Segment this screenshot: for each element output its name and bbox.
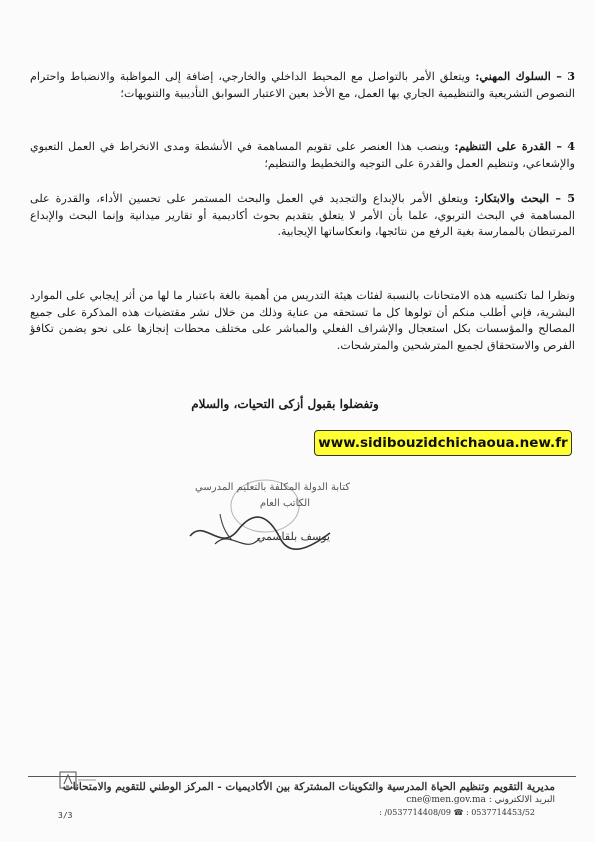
footer-phone-fax: 0537714453/52 : ☎ 0537714408/09/ : bbox=[379, 808, 535, 817]
section-3-text: ويتعلق الأمر بالتواصل مع المحيط الداخلي والخارجي، إضافة إلى المواظبة والانضباط واحترام النصوص التشريعية والتنظيمية الجاري بها العمل، مع الأخذ بعين الاعتبار السوابق التأديبية والتنويهات؛ bbox=[30, 70, 575, 100]
section-professional-conduct bbox=[30, 68, 575, 102]
website-watermark-link[interactable]: www.sidibouzidchichaoua.new.fr bbox=[314, 430, 572, 456]
closing-salutation: وتفضلوا بقبول أزكى التحيات، والسلام bbox=[191, 397, 379, 411]
section-research-innovation bbox=[30, 190, 575, 241]
section-4-heading: 4 – القدرة على التنظيم: bbox=[454, 139, 576, 153]
signature-block bbox=[160, 478, 350, 568]
signature-office: كتابة الدولة المكلفة بالتعليم المدرسي bbox=[195, 482, 350, 493]
footer-divider bbox=[28, 776, 576, 777]
section-organization-ability bbox=[30, 138, 575, 172]
section-5-text: ويتعلق الأمر بالإبداع والتجديد في العمل والبحث المستمر على تحسين الأداء، والقدرة على المساهمة في البحث التربوي، علما بأن الأمر لا يتعلق بتقديم بحوث أكاديمية أو تقارير ميدانية وإنما البحث والإبداع المرتبطان بالممارسة بغية الرفع من نتائجها، وانعكاساتها الإيجابية. bbox=[30, 192, 575, 238]
page-number: 3/3 bbox=[58, 811, 73, 820]
section-4-text: وينصب هذا العنصر على تقويم المساهمة في الأنشطة ومدى الانخراط في العمل التعبوي والإشعاعي، وتنظيم العمل والقدرة على التوجيه والتخطيط والتنظيم؛ bbox=[30, 140, 575, 170]
section-3-heading: 3 – السلوك المهني: bbox=[475, 69, 575, 83]
conclusion-paragraph: ونظرا لما تكتسيه هذه الامتحانات بالنسبة لفئات هيئة التدريس من أهمية بالغة باعتبار ما لها من أثر إيجابي على الموارد البشرية، فإني أطلب منكم أن تولوها كل ما تستحقه من عناية وذلك من خلال نشر مقتضيات هذه المذكرة على جميع المصالح والمؤسسات بكل استعجال والإشراف الفعلي والمباشر على مختلف محطات إنجازها على نحو يضمن تكافؤ الفرص والاستحقاق لجميع المترشحين والمترشحات. bbox=[30, 289, 575, 352]
footer-directorate: مديرية التقويم وتنظيم الحياة المدرسية والتكوينات المشتركة بين الأكاديميات - المركز الوطني للتقويم والامتحانات bbox=[62, 781, 555, 793]
signature-name: يوسف بلقاسمي bbox=[256, 530, 330, 543]
section-5-heading: 5 – البحث والابتكار: bbox=[474, 191, 575, 205]
signature-title: الكاتب العام bbox=[259, 498, 310, 509]
footer-email: البريد الالكتروني : cne@men.gov.ma bbox=[406, 795, 555, 805]
